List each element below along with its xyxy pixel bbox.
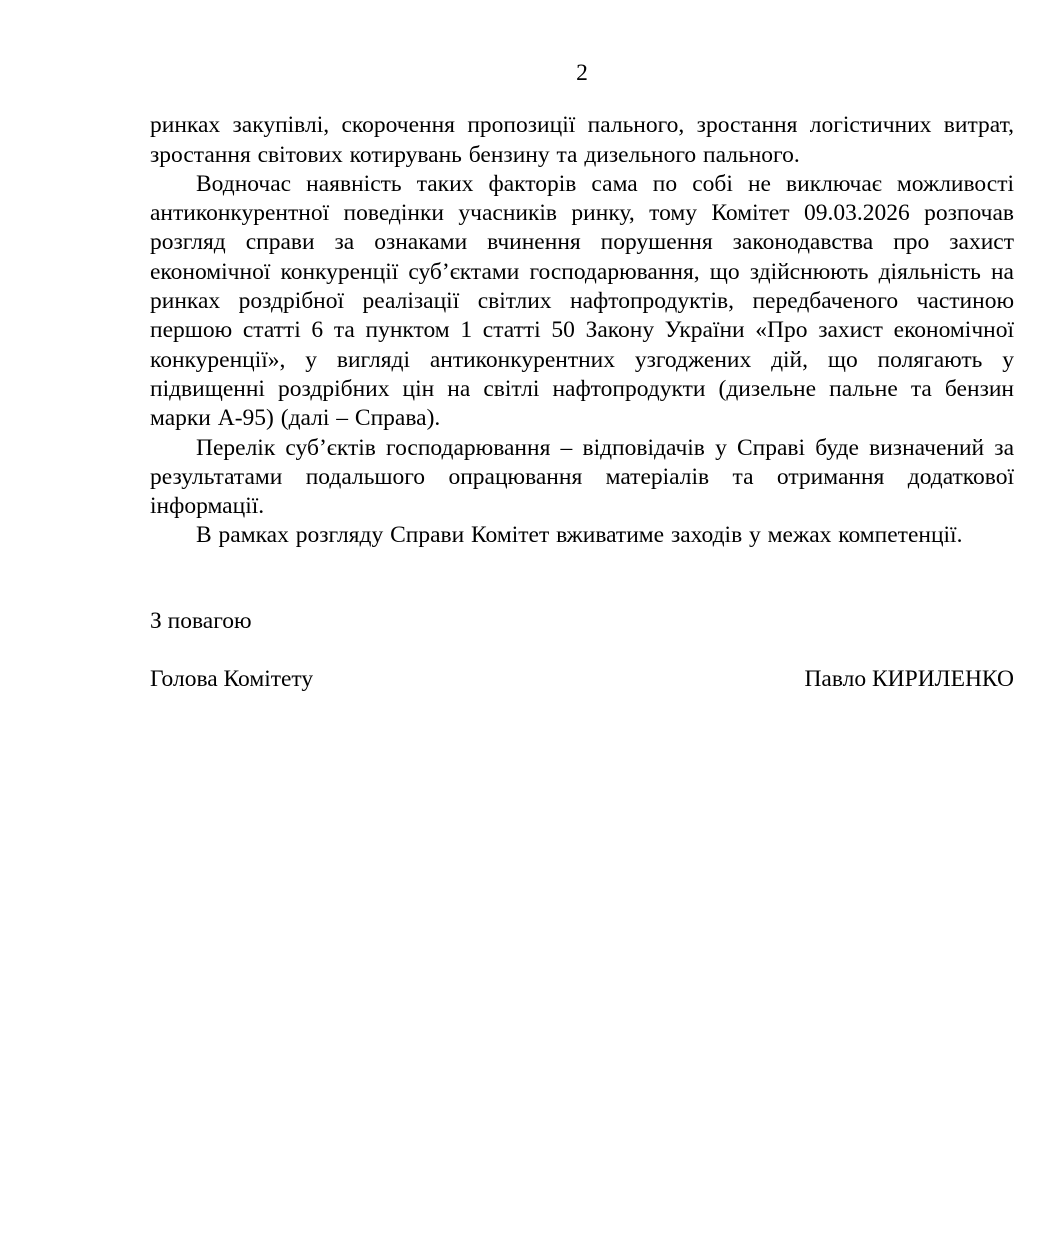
body-paragraph-continuation: ринках закупівлі, скорочення пропозиції пального, зростання логістичних витрат, зростання світових котирувань бензину та дизельного пального. [150, 112, 1014, 168]
closing-salutation: З повагою [150, 607, 252, 634]
signatory-name: Павло КИРИЛЕНКО [804, 666, 1014, 693]
body-paragraph-respondents: Перелік суб’єктів господарювання – відповідачів у Справі буде визначений за результатами подальшого опрацювання матеріалів та отримання додаткової інформації. [150, 434, 1014, 520]
document-content [150, 59, 1014, 694]
body-paragraph-case-opened: Водночас наявність таких факторів сама по собі не виключає можливості антиконкурентної поведінки учасників ринку, тому Комітет 09.03.2026 розпочав розгляд справи за ознаками вчинення порушення законодавства про захист економічної конкуренції суб’єктами господарювання, що здійснюють діяльність на ринках роздрібної реалізації світлих нафтопродуктів, передбаченого частиною першою статті 6 та пунктом 1 статті 50 Закону України «Про захист економічної конкуренції», у вигляді антиконкурентних узгоджених дій, що полягають у підвищенні роздрібних цін на світлі нафтопродукти (дизельне пальне та бензин марки А-95) (далі – Справа). [150, 170, 1014, 432]
page-number: 2 [576, 60, 588, 86]
signatory-title: Голова Комітету [150, 666, 314, 693]
signature-block [150, 665, 1014, 694]
body-paragraph-measures: В рамках розгляду Справи Комітет вживатиме заходів у межах компетенції. [196, 522, 963, 549]
